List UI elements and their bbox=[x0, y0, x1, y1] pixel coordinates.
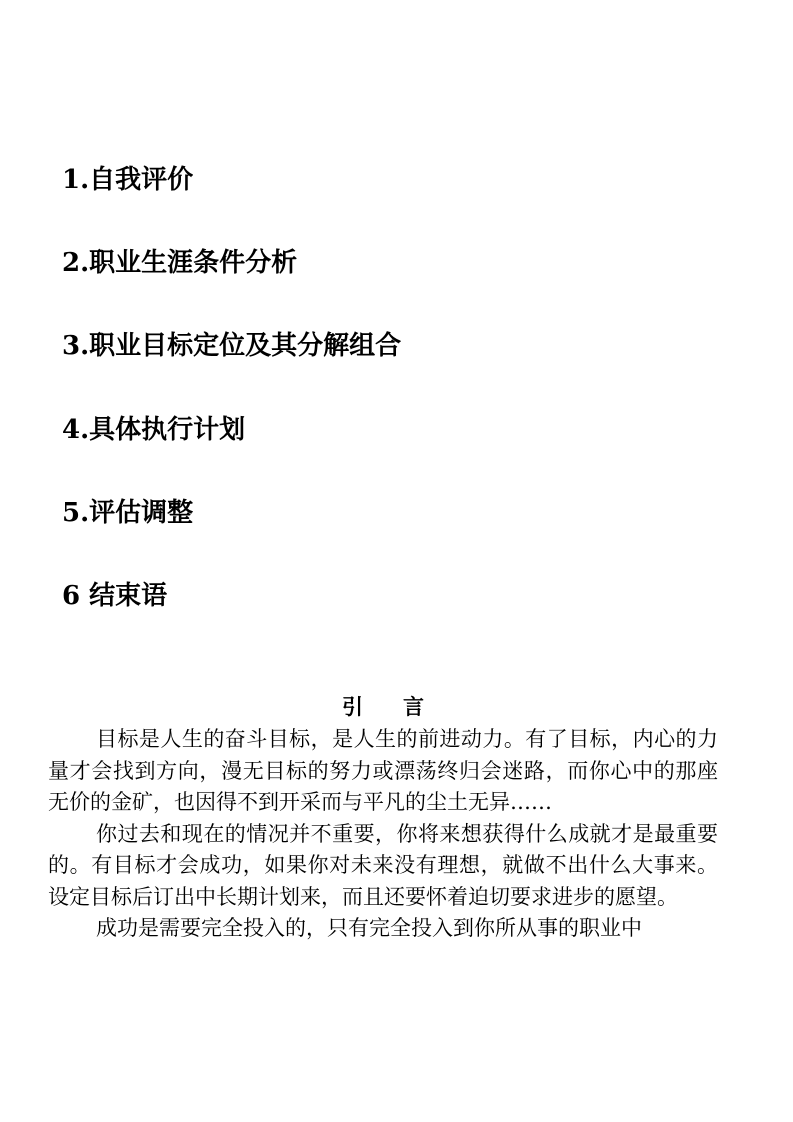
toc-item-career-goal-positioning: 3.职业目标定位及其分解组合 bbox=[62, 331, 402, 362]
introduction-paragraph-3: 成功是需要完全投入的，只有完全投入到你所从事的职业中 bbox=[96, 916, 642, 940]
table-of-contents bbox=[62, 157, 722, 656]
introduction-paragraph-2: 你过去和现在的情况并不重要，你将来想获得什么成就才是最重要的。有目标才会成功，如果你对未来没有理想，就做不出什么大事来。设定目标后订出中长期计划来，而且还要怀着迫切要求进步的愿望。 bbox=[48, 821, 718, 909]
toc-item-conclusion: 6 结束语 bbox=[62, 580, 168, 611]
introduction-title: 引言 bbox=[342, 694, 464, 719]
toc-item-evaluation-adjustment: 5.评估调整 bbox=[62, 497, 194, 528]
toc-item-self-evaluation: 1.自我评价 bbox=[62, 165, 194, 195]
toc-item-career-condition-analysis: 2.职业生涯条件分析 bbox=[62, 248, 298, 279]
introduction-paragraph-1: 目标是人生的奋斗目标，是人生的前进动力。有了目标，内心的力量才会找到方向，漫无目标的努力或漂荡终归会迷路，而你心中的那座无价的金矿，也因得不到开采而与平凡的尘土无异…… bbox=[48, 727, 718, 814]
introduction-section bbox=[48, 690, 718, 945]
toc-item-execution-plan: 4.具体执行计划 bbox=[62, 414, 246, 445]
